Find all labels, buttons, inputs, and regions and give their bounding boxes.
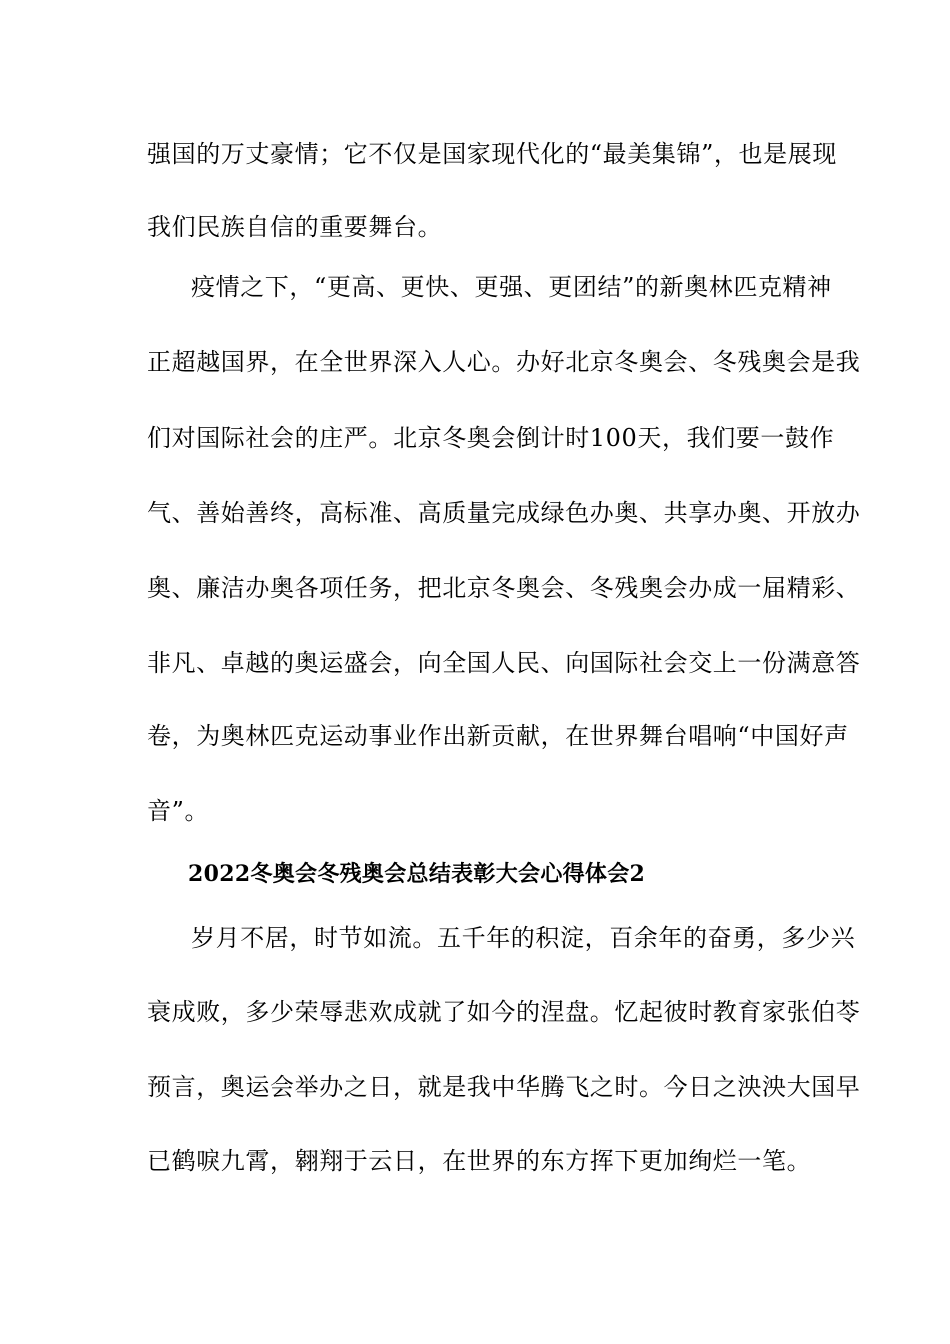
paragraph-line: 疫情之下，“更高、更快、更强、更团结”的新奥林匹克精神: [191, 273, 832, 301]
paragraph-line: 们对国际社会的庄严。北京冬奥会倒计时100天，我们要一鼓作: [147, 424, 835, 452]
section-heading: 2022冬奥会冬残奥会总结表彰大会心得体会2: [188, 861, 646, 887]
paragraph-line: 奥、廉洁办奥各项任务，把北京冬奥会、冬残奥会办成一届精彩、: [147, 574, 861, 602]
paragraph-line: 岁月不居，时节如流。五千年的积淀，百余年的奋勇，多少兴: [191, 924, 856, 952]
paragraph-line: 已鹤唳九霄，翱翔于云日，在世界的东方挥下更加绚烂一笔。: [147, 1147, 812, 1175]
paragraph-line: 卷，为奥林匹克运动事业作出新贡献，在世界舞台唱响“中国好声: [147, 722, 849, 750]
paragraph-line: 我们民族自信的重要舞台。: [147, 213, 443, 241]
paragraph-line: 非凡、卓越的奥运盛会，向全国人民、向国际社会交上一份满意答: [147, 649, 861, 677]
paragraph-line: 音”。: [147, 797, 210, 825]
paragraph-line: 正超越国界，在全世界深入人心。办好北京冬奥会、冬残奥会是我: [147, 348, 861, 376]
paragraph-line: 强国的万丈豪情；它不仅是国家现代化的“最美集锦”，也是展现: [147, 140, 837, 168]
paragraph-line: 衰成败，多少荣辱悲欢成就了如今的涅盘。忆起彼时教育家张伯苓: [147, 998, 861, 1026]
paragraph-line: 气、善始善终，高标准、高质量完成绿色办奥、共享办奥、开放办: [147, 499, 861, 527]
paragraph-line: 预言，奥运会举办之日，就是我中华腾飞之时。今日之泱泱大国早: [147, 1073, 861, 1101]
